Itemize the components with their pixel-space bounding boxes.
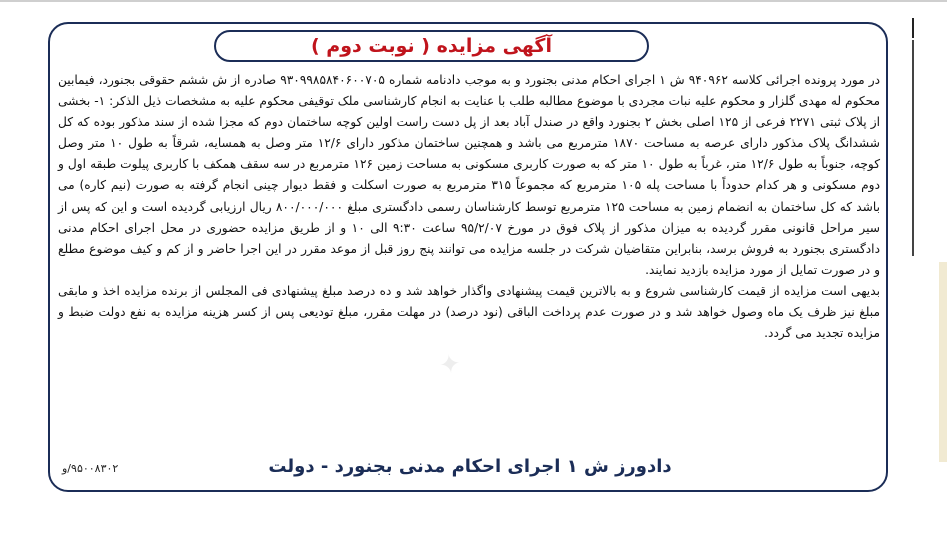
adjacent-ad-strip [939, 262, 947, 462]
notice-paragraph-main: در مورد پرونده اجرائی کلاسه ۹۴۰۹۶۲ ش ۱ اجرای احکام مدنی بجنورد و به موجب دادنامه شماره ۹۳۰۹۹۸۵۸۴۰۶۰۰۷۰۵ صادره از ش ششم حقوقی بجنورد، فیمابین محکوم له مهدی گلزار و محکوم علیه نبات مجردی با موضوع مطالبه طلب با عنایت به انجام کارشناسی ملک توقیفی محکوم علیه به مشخصات ذیل الذکر: ۱- بخشی از پلاک ثبتی ۲۲۷۱ فرعی از ۱۲۵ اصلی بخش ۲ بجنورد واقع در صندل آباد بعد از پل دست راست اولین کوچه ساختمان دوم که مجزا شده از سند مذکور بوده که کل ششدانگ پلاک مذکور دارای عرصه به مساحت ۱۸۷۰ مترمربع می باشد و همچنین ساختمان مذکور دارای ۱۲/۶ متر وصل به همسایه، شرقاً به طول ۱۰ متر وصل کوچه، جنوباً به طول ۱۲/۶ متر، غرباً به طول ۱۰ متر که به صورت کاربری مسکونی به مساحت زمین ۱۲۶ مترمربع در سه سقف همکف با کاربری پیلوت طبقه اول و دوم مسکونی و هر کدام حدوداً با مساحت پله ۱۰۵ مترمربع که مجموعاً ۳۱۵ مترمربع به صورت اسکلت و فقط دیوار چینی انجام گرفته به صورت (نیم کاره) می باشد که کل ساختمان به انضمام زمین به مساحت ۱۲۵ مترمربع توسط کارشناسان رسمی دادگستری مبلغ ۸۰۰/۰۰۰/۰۰۰ ریال ارزیابی گردیده است و این که پس از سیر مراحل قانونی مقرر گردیده به میزان مذکور از پلاک فوق در مورخ ۹۵/۲/۰۷ ساعت ۹:۳۰ الی ۱۰ و از طریق مزایده حضوری در محل اجرای احکام مدنی دادگستری بجنورد به فروش برسد، بنابراین متقاضیان شرکت در جلسه مزایده می توانند پنج روز قبل از موعد مقرر در این اجرا حاضر و از کم و کیف موضوع مطلع و در صورت تمایل از مورد مزایده بازدید نمایند. [58, 73, 881, 277]
notice-body [58, 70, 880, 344]
adjacent-column-mark [912, 18, 914, 38]
notice-signature: دادورز ش ۱ اجرای احکام مدنی بجنورد - دولت [268, 456, 672, 477]
notice-title: آگهی مزایده ( نوبت دوم ) [214, 30, 649, 62]
adjacent-column-rule [912, 40, 914, 256]
page-edge [0, 0, 947, 2]
notice-paragraph-terms: بدیهی است مزایده از قیمت کارشناسی شروع و به بالاترین قیمت پیشنهادی واگذار خواهد شد و ده درصد مبلغ پیشنهادی فی المجلس از برنده مزایده اخذ و مابقی مبلغ نیز ظرف یک ماه وصول خواهد شد و در صورت عدم پرداخت الباقی (نود درصد) در مهلت مقرر، مبلغ تودیعی پس از کسر هزینه مزایده به نفع دولت ضبط و مزایده تجدید می گردد. [58, 283, 880, 341]
reference-code: ۹۵۰۰۸۳۰۲/و [62, 462, 119, 475]
